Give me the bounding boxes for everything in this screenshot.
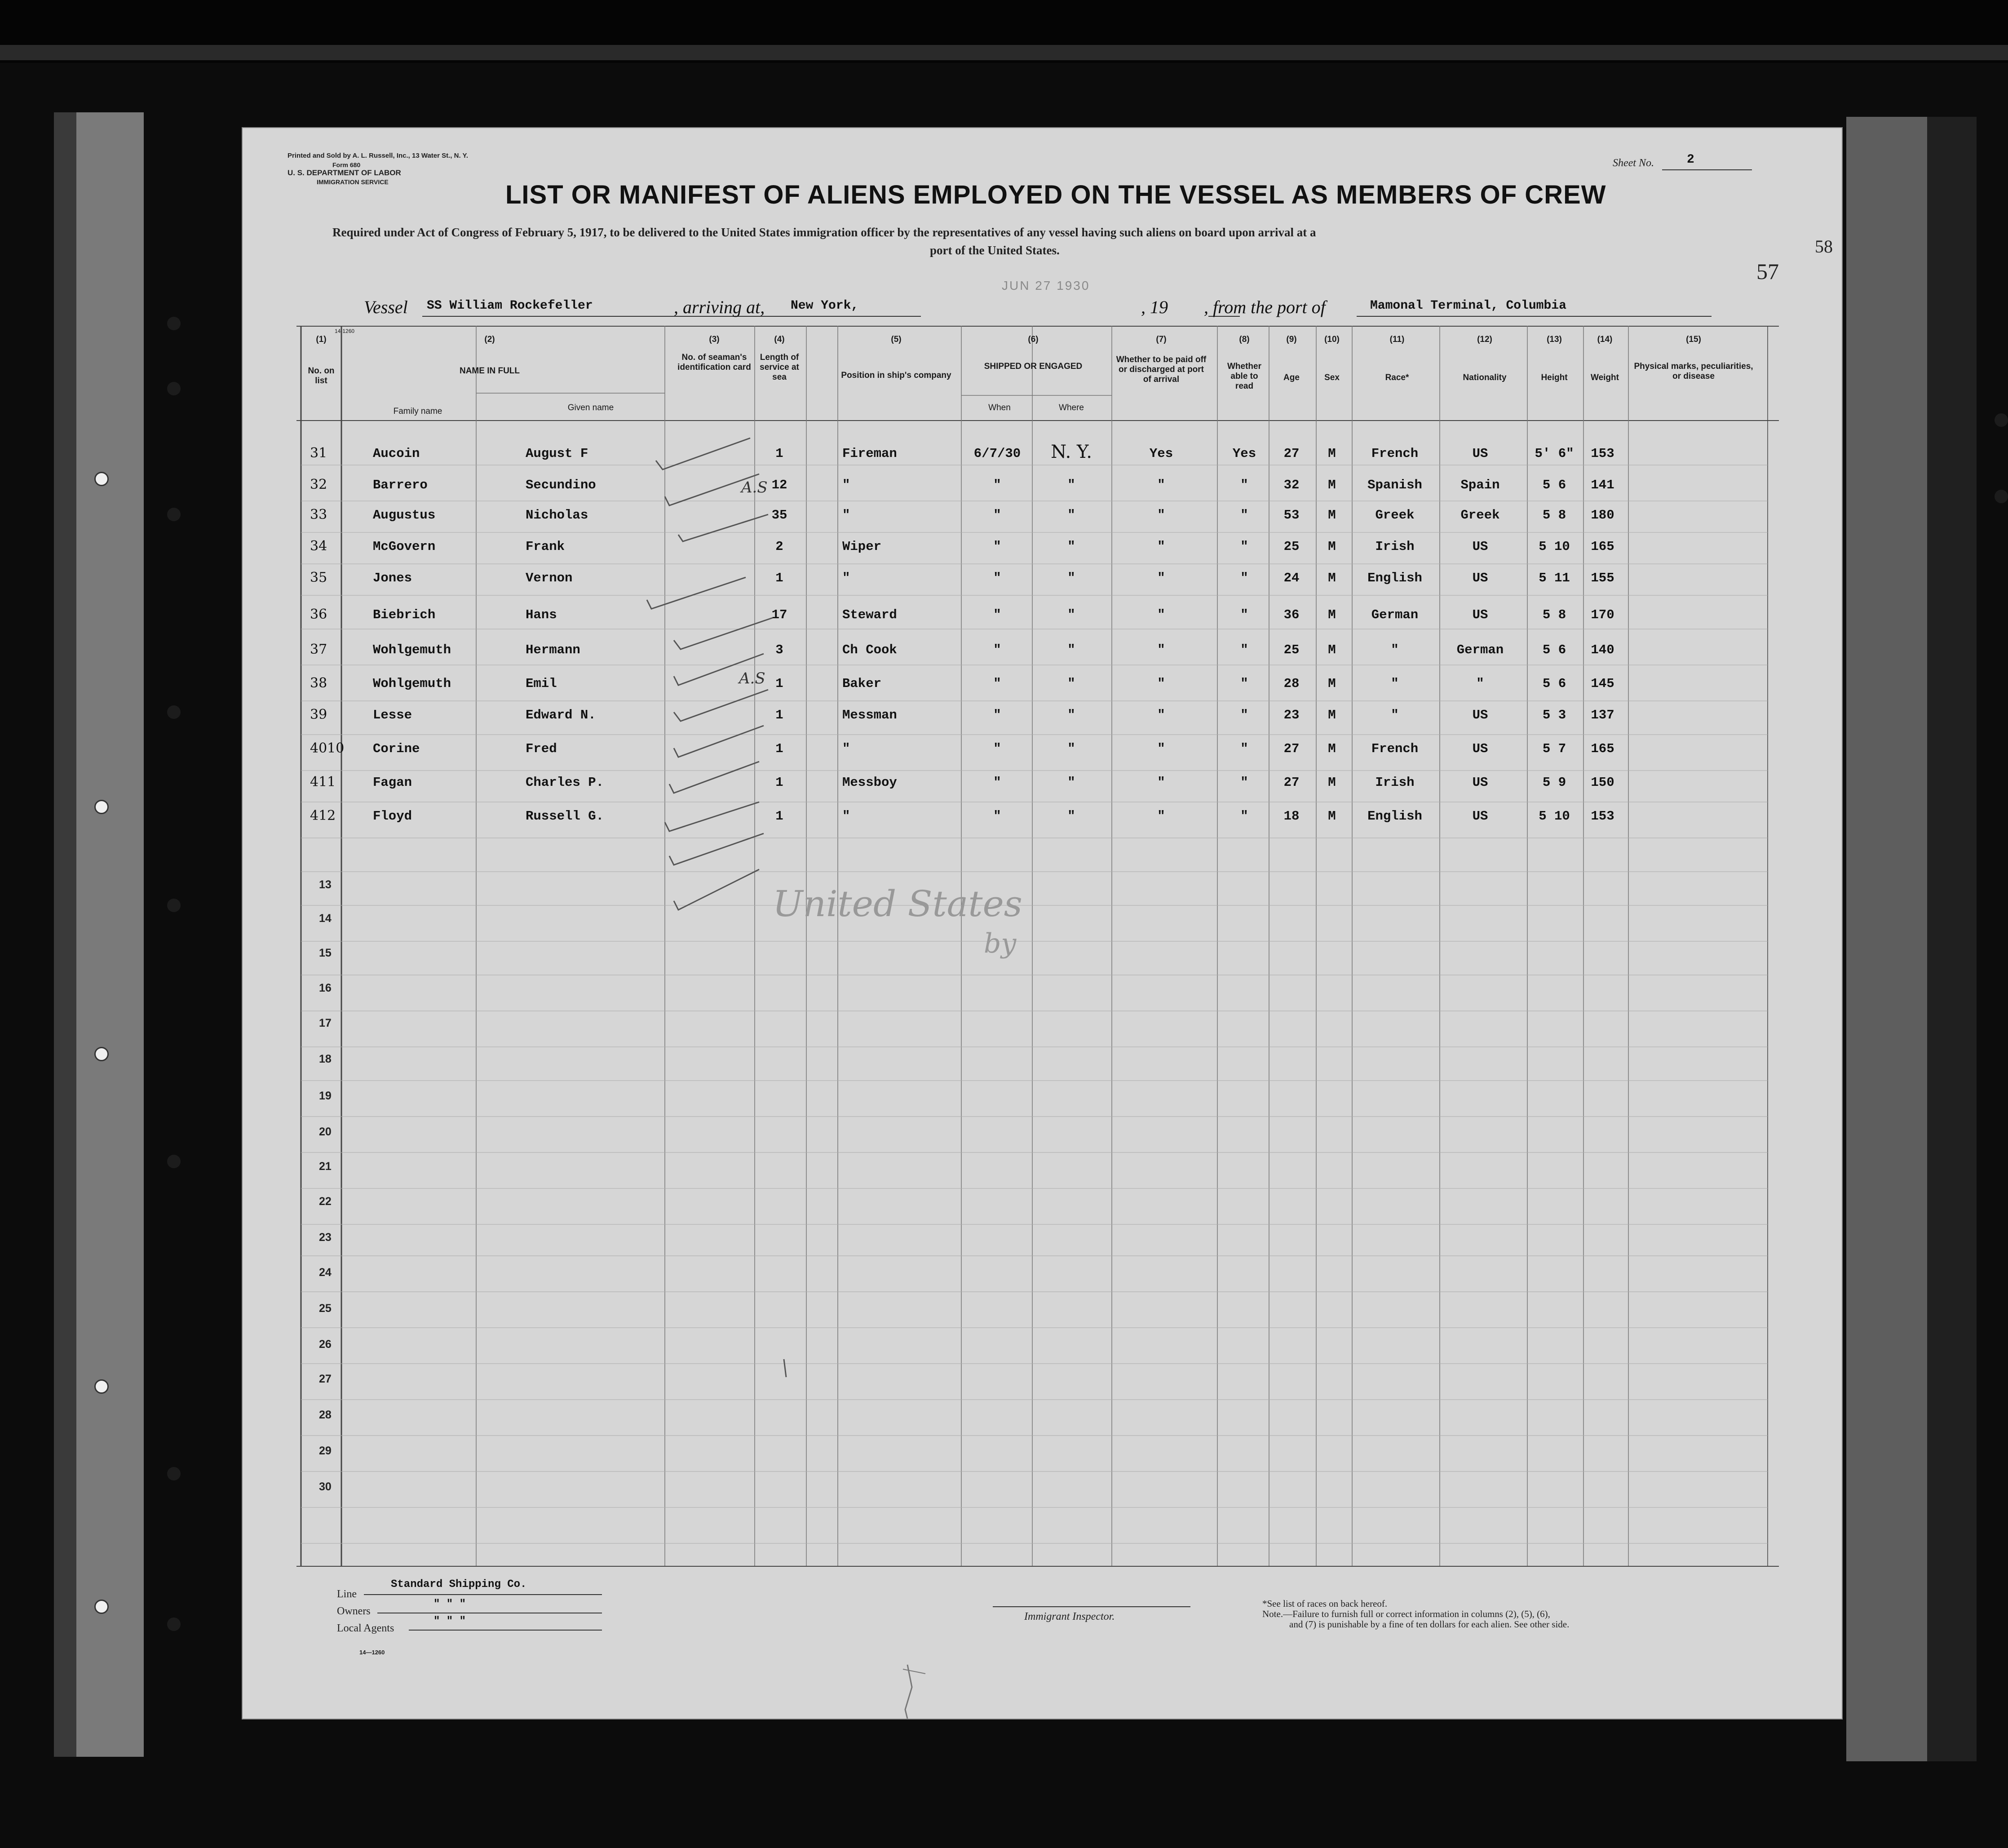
cell-height: 5 7	[1542, 741, 1566, 756]
cell-when: "	[993, 478, 1001, 492]
header-given-name: Given name	[567, 403, 614, 412]
cell-paid-off: "	[1157, 571, 1165, 585]
header-physical-marks: Physical marks, peculiarities, or disease	[1634, 362, 1753, 381]
owners-value: " " "	[433, 1598, 466, 1610]
header-name-in-full: NAME IN FULL	[459, 366, 520, 376]
cell-when: "	[993, 708, 1001, 722]
cell-position: "	[842, 571, 850, 585]
cell-when: "	[993, 571, 1001, 585]
cell-length: 3	[775, 643, 783, 657]
cell-where: "	[1067, 571, 1075, 585]
subtitle-line-1: Required under Act of Congress of February 5, 1917, to be delivered to the United States immigration officer by the representatives of any vessel having such aliens on board upon arrival at a	[332, 226, 1316, 239]
column-number: (9)	[1286, 335, 1297, 344]
cell-paid-off: "	[1157, 539, 1165, 554]
service-label: IMMIGRATION SERVICE	[317, 178, 389, 186]
cell-nationality: Spain	[1460, 478, 1500, 492]
cell-height: 5 8	[1542, 607, 1566, 622]
departure-port: Mamonal Terminal, Columbia	[1370, 299, 1566, 313]
cell-given: Secundino	[526, 478, 596, 492]
card-annotation: A.S	[739, 669, 765, 687]
header-when: When	[988, 403, 1011, 412]
cell-nationality: US	[1472, 571, 1488, 585]
row-number: 15	[319, 947, 332, 959]
row-number: 14	[319, 912, 332, 925]
cell-read: "	[1240, 643, 1248, 657]
list-number: 31	[310, 445, 327, 461]
list-number: 411	[310, 774, 336, 790]
cell-family: Barrero	[373, 478, 428, 492]
cell-weight: 170	[1591, 607, 1614, 622]
cell-position: Ch Cook	[842, 643, 897, 657]
list-number: 39	[310, 707, 327, 722]
form-code-footer: 14—1260	[359, 1649, 385, 1656]
cell-age: 27	[1283, 446, 1300, 461]
cell-nationality: US	[1472, 775, 1488, 790]
cell-read: "	[1240, 809, 1248, 824]
row-number: 27	[319, 1373, 332, 1385]
list-number: 35	[310, 570, 327, 585]
cell-age: 23	[1283, 708, 1300, 722]
column-number: (5)	[891, 335, 902, 344]
cell-age: 28	[1283, 676, 1300, 691]
header-seaman-card: No. of seaman's identification card	[677, 353, 751, 372]
cell-sex: M	[1328, 446, 1336, 461]
printer-line: Printed and Sold by A. L. Russell, Inc., 13 Water St., N. Y.	[287, 152, 469, 160]
races-note: *See list of races on back hereof.	[1262, 1598, 1388, 1609]
header-no-on-list: No. on list	[308, 366, 335, 386]
row-number: 30	[319, 1480, 332, 1493]
cell-where: "	[1067, 508, 1075, 523]
cell-sex: M	[1328, 676, 1336, 691]
arriving-label: , arriving at,	[674, 297, 765, 317]
cell-nationality: "	[1476, 676, 1484, 691]
header-age: Age	[1283, 373, 1300, 382]
header-length-service: Length of service at sea	[760, 353, 799, 382]
cell-height: 5 9	[1542, 775, 1566, 790]
form-code: 14-1260	[335, 328, 355, 334]
signature-by: by	[984, 928, 1017, 959]
cell-nationality: US	[1472, 741, 1488, 756]
row-number: 24	[319, 1266, 332, 1279]
list-number: 32	[310, 477, 327, 492]
cell-weight: 150	[1591, 775, 1614, 790]
received-date-stamp: JUN 27 1930	[1002, 279, 1090, 292]
subtitle-line-2: port of the United States.	[930, 244, 1060, 257]
cell-position: Baker	[842, 676, 882, 691]
cell-where: "	[1067, 539, 1075, 554]
column-number: (12)	[1477, 335, 1492, 344]
header-position: Position in ship's company	[841, 371, 951, 380]
cell-race: Irish	[1375, 775, 1415, 790]
header-paid-off: Whether to be paid off or discharged at port of arrival	[1116, 355, 1207, 384]
list-number: 37	[310, 642, 327, 657]
binding-hole	[167, 705, 181, 719]
cell-age: 27	[1283, 775, 1300, 790]
cell-paid-off: Yes	[1149, 446, 1173, 461]
row-number: 13	[319, 878, 332, 891]
cell-paid-off: "	[1157, 775, 1165, 790]
cell-where: "	[1067, 607, 1075, 622]
cell-where: "	[1067, 676, 1075, 691]
list-number: 34	[310, 538, 327, 554]
cell-sex: M	[1328, 643, 1336, 657]
cell-length: 1	[775, 708, 783, 722]
cell-paid-off: "	[1157, 478, 1165, 492]
binding-hole	[167, 317, 181, 330]
list-number: 4010	[310, 740, 345, 756]
binding-strip-right	[1846, 117, 1927, 1761]
column-number: (15)	[1686, 335, 1701, 344]
cell-family: Floyd	[373, 809, 412, 824]
cell-race: German	[1371, 607, 1419, 622]
cell-paid-off: "	[1157, 643, 1165, 657]
row-number: 22	[319, 1195, 332, 1208]
row-number: 29	[319, 1445, 332, 1457]
cell-where: "	[1067, 809, 1075, 824]
cell-when: "	[993, 508, 1001, 523]
cell-where: "	[1067, 708, 1075, 722]
cell-family: Jones	[373, 571, 412, 585]
cell-read: "	[1240, 478, 1248, 492]
card-annotation: A.S	[741, 479, 768, 496]
binding-hole	[167, 508, 181, 521]
cell-family: Aucoin	[373, 446, 420, 461]
cell-family: Fagan	[373, 775, 412, 790]
cell-paid-off: "	[1157, 741, 1165, 756]
cell-sex: M	[1328, 775, 1336, 790]
cell-height: 5 8	[1542, 508, 1566, 523]
cell-nationality: US	[1472, 446, 1488, 461]
cell-sex: M	[1328, 539, 1336, 554]
cell-sex: M	[1328, 508, 1336, 523]
cell-when: "	[993, 676, 1001, 691]
cell-age: 25	[1283, 539, 1300, 554]
department-label: U. S. DEPARTMENT OF LABOR	[287, 168, 401, 177]
cell-sex: M	[1328, 571, 1336, 585]
cell-race: Greek	[1375, 508, 1415, 523]
cell-nationality: Greek	[1460, 508, 1500, 523]
binding-hole	[94, 1600, 109, 1614]
cell-weight: 153	[1591, 809, 1614, 824]
cell-race: Irish	[1375, 539, 1415, 554]
cell-when: 6/7/30	[973, 446, 1021, 461]
cell-read: "	[1240, 741, 1248, 756]
manifest-page	[243, 128, 1842, 1719]
cell-age: 27	[1283, 741, 1300, 756]
header-weight: Weight	[1591, 373, 1619, 382]
cell-position: "	[842, 741, 850, 756]
binding-hole	[94, 472, 109, 486]
cell-paid-off: "	[1157, 508, 1165, 523]
cell-race: "	[1391, 643, 1399, 657]
binding-strip-left	[76, 112, 144, 1757]
cell-where: "	[1067, 478, 1075, 492]
cell-length: 2	[775, 539, 783, 554]
page-title: LIST OR MANIFEST OF ALIENS EMPLOYED ON THE VESSEL AS MEMBERS OF CREW	[505, 180, 1606, 209]
cell-race: "	[1391, 676, 1399, 691]
binding-hole	[1995, 490, 2008, 503]
binding-hole	[94, 800, 109, 814]
scan-rail	[0, 45, 2008, 60]
cell-when: "	[993, 607, 1001, 622]
row-number: 26	[319, 1338, 332, 1351]
cell-length: 17	[771, 607, 787, 622]
cell-paid-off: "	[1157, 809, 1165, 824]
cell-weight: 165	[1591, 539, 1614, 554]
column-number: (2)	[484, 335, 495, 344]
header-nationality: Nationality	[1463, 373, 1507, 382]
row-number: 18	[319, 1053, 332, 1065]
paper-tear	[243, 128, 1842, 1719]
cell-race: English	[1367, 809, 1422, 824]
inspector-label: Immigrant Inspector.	[1024, 1611, 1115, 1622]
sheet-label: Sheet No.	[1613, 157, 1654, 169]
cell-length: 1	[775, 775, 783, 790]
cell-family: Augustus	[373, 508, 436, 523]
cell-sex: M	[1328, 741, 1336, 756]
binding-hole	[167, 1467, 181, 1480]
cell-given: Nicholas	[526, 508, 588, 523]
cell-family: Lesse	[373, 708, 412, 722]
row-number: 21	[319, 1160, 332, 1173]
year-label: , 19	[1141, 297, 1168, 317]
header-height: Height	[1541, 373, 1568, 382]
cell-given: Hermann	[526, 643, 580, 657]
cell-family: Biebrich	[373, 607, 436, 622]
cell-position: Wiper	[842, 539, 882, 554]
cell-length: 1	[775, 676, 783, 691]
cell-read: Yes	[1232, 446, 1256, 461]
row-number: 17	[319, 1017, 332, 1029]
cell-height: 5 10	[1539, 539, 1570, 554]
row-number: 25	[319, 1302, 332, 1315]
cell-given: Frank	[526, 539, 565, 554]
list-number: 38	[310, 675, 327, 691]
cell-race: French	[1371, 741, 1419, 756]
local-agents-value: " " "	[433, 1615, 466, 1627]
cell-sex: M	[1328, 809, 1336, 824]
cell-when: "	[993, 643, 1001, 657]
cell-length: 35	[771, 508, 787, 523]
vessel-name: SS William Rockefeller	[427, 299, 593, 313]
column-number: (3)	[709, 335, 720, 344]
row-number: 16	[319, 982, 332, 994]
cell-when: "	[993, 741, 1001, 756]
cell-given: August F	[526, 446, 588, 461]
header-able-read: Whether able to read	[1227, 362, 1261, 391]
cell-height: 5 6	[1542, 643, 1566, 657]
cell-read: "	[1240, 676, 1248, 691]
cell-length: 1	[775, 571, 783, 585]
cell-nationality: US	[1472, 539, 1488, 554]
cell-position: Messman	[842, 708, 897, 722]
cell-height: 5 6	[1542, 676, 1566, 691]
cell-where: N. Y.	[1051, 442, 1092, 462]
cell-nationality: German	[1456, 643, 1504, 657]
list-number: 412	[310, 808, 336, 824]
binding-hole	[94, 1047, 109, 1061]
cell-age: 25	[1283, 643, 1300, 657]
cell-sex: M	[1328, 478, 1336, 492]
cell-age: 24	[1283, 571, 1300, 585]
cell-read: "	[1240, 508, 1248, 523]
cell-read: "	[1240, 539, 1248, 554]
column-number: (1)	[316, 335, 327, 344]
cell-position: "	[842, 809, 850, 824]
page-edge-right	[1927, 117, 1977, 1761]
cell-height: 5 11	[1539, 571, 1570, 585]
cell-length: 12	[771, 478, 787, 492]
cell-length: 1	[775, 809, 783, 824]
cell-race: Spanish	[1367, 478, 1422, 492]
cell-paid-off: "	[1157, 676, 1165, 691]
cell-paid-off: "	[1157, 607, 1165, 622]
vessel-label: Vessel	[364, 297, 408, 317]
cell-given: Russell G.	[526, 809, 604, 824]
cell-family: Wohlgemuth	[373, 676, 451, 691]
line-value: Standard Shipping Co.	[391, 1578, 527, 1591]
cell-given: Emil	[526, 676, 557, 691]
cell-where: "	[1067, 741, 1075, 756]
cell-length: 1	[775, 446, 783, 461]
cell-nationality: US	[1472, 607, 1488, 622]
column-number: (6)	[1028, 335, 1039, 344]
binding-hole	[167, 1155, 181, 1168]
penalty-note-2: and (7) is punishable by a fine of ten dollars for each alien. See other side.	[1289, 1619, 1570, 1630]
cell-nationality: US	[1472, 809, 1488, 824]
cell-given: Edward N.	[526, 708, 596, 722]
cell-age: 53	[1283, 508, 1300, 523]
cell-given: Hans	[526, 607, 557, 622]
cell-paid-off: "	[1157, 708, 1165, 722]
local-agents-label: Local Agents	[337, 1622, 394, 1634]
cell-when: "	[993, 775, 1001, 790]
cell-given: Vernon	[526, 571, 573, 585]
cell-weight: 165	[1591, 741, 1614, 756]
line-label: Line	[337, 1588, 357, 1600]
cell-weight: 180	[1591, 508, 1614, 523]
cell-when: "	[993, 539, 1001, 554]
cell-age: 36	[1283, 607, 1300, 622]
header-sex: Sex	[1324, 373, 1340, 382]
row-number: 19	[319, 1090, 332, 1102]
binding-hole	[94, 1379, 109, 1394]
cell-position: Messboy	[842, 775, 897, 790]
binding-hole	[1995, 413, 2008, 427]
cell-given: Charles P.	[526, 775, 604, 790]
cell-weight: 145	[1591, 676, 1614, 691]
sheet-number: 2	[1687, 153, 1694, 167]
arrival-port: New York,	[791, 299, 859, 313]
cell-height: 5' 6"	[1535, 446, 1574, 461]
cell-nationality: US	[1472, 708, 1488, 722]
signature: United States	[773, 883, 1022, 925]
list-number: 36	[310, 607, 327, 622]
row-number: 23	[319, 1231, 332, 1244]
column-number: (4)	[774, 335, 785, 344]
cell-sex: M	[1328, 607, 1336, 622]
binding-hole	[167, 382, 181, 395]
cell-read: "	[1240, 571, 1248, 585]
cell-weight: 155	[1591, 571, 1614, 585]
cell-family: McGovern	[373, 539, 436, 554]
cell-weight: 140	[1591, 643, 1614, 657]
cell-position: "	[842, 478, 850, 492]
form-number: Form 680	[332, 161, 361, 168]
header-where: Where	[1059, 403, 1084, 412]
list-number: 33	[310, 507, 327, 523]
cell-race: "	[1391, 708, 1399, 722]
cell-sex: M	[1328, 708, 1336, 722]
page-number: 57	[1756, 259, 1779, 284]
column-number: (7)	[1156, 335, 1167, 344]
cell-when: "	[993, 809, 1001, 824]
binding-hole	[167, 1618, 181, 1631]
cell-position: Steward	[842, 607, 897, 622]
port-label: , from the port of	[1204, 297, 1326, 317]
header-family-name: Family name	[393, 407, 442, 416]
column-number: (14)	[1597, 335, 1613, 344]
cell-age: 18	[1283, 809, 1300, 824]
cell-race: English	[1367, 571, 1422, 585]
cell-height: 5 6	[1542, 478, 1566, 492]
column-number: (13)	[1547, 335, 1562, 344]
cell-given: Fred	[526, 741, 557, 756]
cell-height: 5 10	[1539, 809, 1570, 824]
cell-race: French	[1371, 446, 1419, 461]
column-number: (10)	[1324, 335, 1340, 344]
header-race: Race*	[1385, 373, 1409, 382]
cell-position: "	[842, 508, 850, 523]
cell-family: Wohlgemuth	[373, 643, 451, 657]
cell-height: 5 3	[1542, 708, 1566, 722]
page-number-edge: 58	[1815, 236, 1833, 257]
cell-read: "	[1240, 775, 1248, 790]
cell-weight: 137	[1591, 708, 1614, 722]
row-number: 20	[319, 1126, 332, 1138]
cell-where: "	[1067, 775, 1075, 790]
cell-read: "	[1240, 708, 1248, 722]
cell-position: Fireman	[842, 446, 897, 461]
cell-length: 1	[775, 741, 783, 756]
owners-label: Owners	[337, 1605, 371, 1617]
column-number: (8)	[1239, 335, 1250, 344]
cell-age: 32	[1283, 478, 1300, 492]
header-shipped: SHIPPED OR ENGAGED	[984, 362, 1083, 371]
cell-read: "	[1240, 607, 1248, 622]
cell-weight: 141	[1591, 478, 1614, 492]
cell-family: Corine	[373, 741, 420, 756]
penalty-note-1: Note.—Failure to furnish full or correct information in columns (2), (5), (6),	[1262, 1609, 1550, 1619]
cell-where: "	[1067, 643, 1075, 657]
binding-strip-shadow	[54, 112, 76, 1757]
cell-weight: 153	[1591, 446, 1614, 461]
binding-hole	[167, 899, 181, 912]
row-number: 28	[319, 1409, 332, 1421]
column-number: (11)	[1389, 335, 1405, 344]
